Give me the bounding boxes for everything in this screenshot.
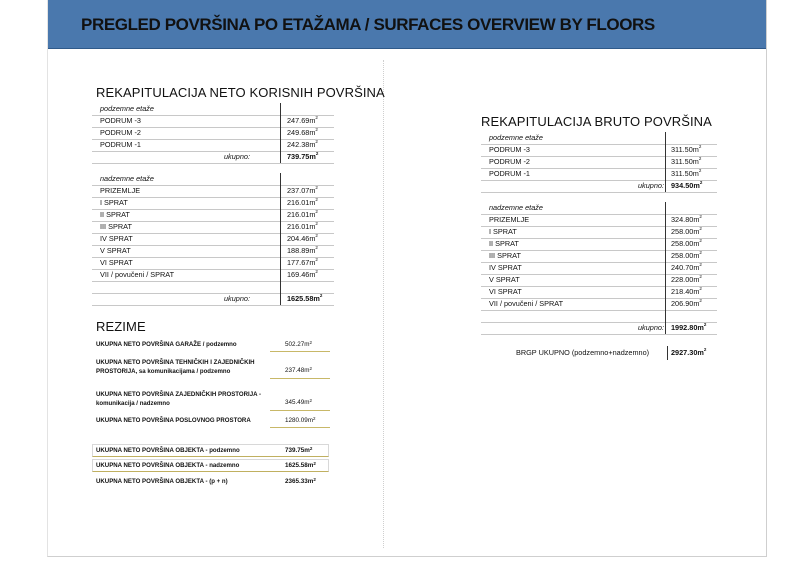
neto-row-label: V SPRAT [100, 246, 131, 255]
neto-value-divider [280, 103, 281, 163]
bruto-row-value: $228.00m^2$ [671, 274, 702, 284]
bruto-row-label: nadzemne etaže [489, 203, 543, 212]
bruto-row-label: II SPRAT [489, 239, 519, 248]
rezime-item-value: $345.49m^2$ [285, 398, 313, 406]
bruto-blank-row [481, 310, 717, 322]
bruto-row-value: $258.00m^2$ [671, 250, 702, 260]
neto-row [92, 197, 334, 209]
bruto-row-label: III SPRAT [489, 251, 521, 260]
neto-row [92, 257, 334, 269]
neto-section-title: REKAPITULACIJA NETO KORISNIH POVRŠINA [96, 85, 385, 100]
rezime-item-label: UKUPNA NETO POVRŠINA OBJEKTA - (p + n) [96, 478, 228, 485]
bruto-row [481, 226, 717, 238]
bruto-table [481, 132, 717, 338]
neto-total-value: $1625.58m^2$ [287, 293, 323, 303]
bruto-row-value: $218.40m^2$ [671, 286, 702, 296]
bruto-row [481, 274, 717, 286]
rezime-item-value: $237.48m^2$ [285, 366, 313, 374]
brgp-divider [667, 346, 668, 360]
bruto-total-value: $1992.80m^2$ [671, 322, 707, 332]
title-banner [48, 0, 766, 49]
rezime-item-underline [270, 427, 330, 428]
neto-above-header [92, 173, 334, 185]
bruto-under-header [481, 132, 717, 144]
bruto-row-value: $311.50m^2$ [671, 156, 702, 166]
neto-row-label: IV SPRAT [100, 234, 133, 243]
rezime-item-underline [270, 351, 330, 352]
bruto-total-label: ukupno: [638, 323, 664, 332]
rezime-item-value: $1625.58m^2$ [285, 461, 316, 469]
neto-row-label: podzemne etaže [100, 104, 154, 113]
bruto-row-value: $258.00m^2$ [671, 226, 702, 236]
neto-table [92, 103, 334, 309]
neto-row-value: $204.46m^2$ [287, 233, 318, 243]
neto-row-label: VII / povučeni / SPRAT [100, 270, 175, 279]
rezime-item-label: UKUPNA NETO POVRŠINA OBJEKTA - nadzemno [96, 462, 240, 469]
neto-total-label: ukupno: [224, 294, 250, 303]
page-title: PREGLED POVRŠINA PO ETAŽAMA / SURFACES OVERVIEW BY FLOORS [81, 15, 655, 34]
bruto-above-total [481, 322, 717, 334]
bruto-row-divider [481, 192, 717, 193]
bruto-under-total [481, 180, 717, 192]
rezime-item-box [92, 444, 329, 457]
rezime-section-title: REZIME [96, 319, 146, 334]
bruto-row [481, 144, 717, 156]
bruto-row-value: $206.90m^2$ [671, 298, 702, 308]
bruto-section-title: REKAPITULACIJA BRUTO POVRŠINA [481, 114, 712, 129]
neto-row-label: II SPRAT [100, 210, 130, 219]
neto-row [92, 127, 334, 139]
bruto-row-label: PODRUM -1 [489, 169, 530, 178]
neto-row-divider [92, 163, 334, 164]
neto-row-label: III SPRAT [100, 222, 132, 231]
neto-row-value: $216.01m^2$ [287, 221, 318, 231]
neto-row-value: $216.01m^2$ [287, 197, 318, 207]
bruto-above-header [481, 202, 717, 214]
column-separator [383, 60, 384, 548]
neto-row [92, 221, 334, 233]
neto-above-total [92, 293, 334, 305]
neto-row-label: PRIZEMLJE [100, 186, 141, 195]
neto-row [92, 115, 334, 127]
bruto-row-value: $258.00m^2$ [671, 238, 702, 248]
neto-row [92, 139, 334, 151]
bruto-row-label: PODRUM -2 [489, 157, 530, 166]
neto-row-label: PODRUM -1 [100, 140, 141, 149]
neto-under-header [92, 103, 334, 115]
neto-value-divider [280, 173, 281, 305]
bruto-row-label: PRIZEMLJE [489, 215, 530, 224]
neto-row [92, 185, 334, 197]
neto-row-label: nadzemne etaže [100, 174, 154, 183]
rezime-item-label: UKUPNA NETO POVRŠINA GARAŽE / podzemno [96, 341, 237, 348]
rezime-item-label: UKUPNA NETO POVRŠINA ZAJEDNIČKIH PROSTORIJA - komunikacija / nadzemno [96, 391, 262, 407]
neto-under-total [92, 151, 334, 163]
rezime-item-label: UKUPNA NETO POVRŠINA OBJEKTA - podzemno [96, 447, 240, 454]
bruto-row-label: VI SPRAT [489, 287, 522, 296]
neto-row-value: $177.67m^2$ [287, 257, 318, 267]
bruto-row-label: PODRUM -3 [489, 145, 530, 154]
rezime-item-value: $502.27m^2$ [285, 340, 313, 348]
bruto-row-value: $311.50m^2$ [671, 168, 702, 178]
neto-row-label: PODRUM -3 [100, 116, 141, 125]
brgp-total-value: $2927.30m^2$ [671, 347, 707, 357]
neto-row [92, 245, 334, 257]
bruto-row-label: podzemne etaže [489, 133, 543, 142]
rezime-item-box [92, 459, 329, 472]
bruto-row-divider [481, 334, 717, 335]
bruto-row-value: $324.80m^2$ [671, 214, 702, 224]
bruto-total-label: ukupno: [638, 181, 664, 190]
rezime-item-label: UKUPNA NETO POVRŠINA POSLOVNOG PROSTORA [96, 417, 251, 424]
rezime-item-underline [270, 378, 330, 379]
bruto-row [481, 250, 717, 262]
brgp-total-label: BRGP UKUPNO (podzemno+nadzemno) [516, 348, 650, 357]
bruto-row-value: $311.50m^2$ [671, 144, 702, 154]
bruto-row [481, 156, 717, 168]
neto-row [92, 269, 334, 281]
neto-row-value: $237.07m^2$ [287, 185, 318, 195]
neto-row-label: PODRUM -2 [100, 128, 141, 137]
bruto-value-divider [665, 202, 666, 334]
neto-row [92, 233, 334, 245]
neto-row-value: $216.01m^2$ [287, 209, 318, 219]
rezime-item-underline [270, 410, 330, 411]
bruto-row [481, 298, 717, 310]
bruto-row-label: I SPRAT [489, 227, 517, 236]
bruto-value-divider [665, 132, 666, 192]
bruto-row-label: IV SPRAT [489, 263, 522, 272]
bruto-row-value: $240.70m^2$ [671, 262, 702, 272]
bruto-row [481, 238, 717, 250]
neto-row-value: $242.38m^2$ [287, 139, 318, 149]
neto-total-label: ukupno: [224, 152, 250, 161]
bruto-row-label: V SPRAT [489, 275, 520, 284]
neto-row-value: $188.89m^2$ [287, 245, 318, 255]
neto-row [92, 209, 334, 221]
bruto-total-value: $934.50m^2$ [671, 180, 703, 190]
bruto-row [481, 262, 717, 274]
neto-row-label: VI SPRAT [100, 258, 133, 267]
rezime-item-value: $2365.33m^2$ [285, 477, 316, 485]
bruto-row [481, 214, 717, 226]
rezime-item-value: $739.75m^2$ [285, 446, 313, 454]
bruto-row [481, 286, 717, 298]
neto-row-label: I SPRAT [100, 198, 128, 207]
neto-row-value: $249.68m^2$ [287, 127, 318, 137]
neto-total-value: $739.75m^2$ [287, 151, 319, 161]
neto-row-divider [92, 305, 334, 306]
bruto-row [481, 168, 717, 180]
rezime-item-label: UKUPNA NETO POVRŠINA TEHNIČKIH I ZAJEDNIČKIH PROSTORIJA, sa komunikacijama / podzemno [96, 359, 255, 375]
neto-blank-row [92, 281, 334, 293]
neto-row-value: $247.69m^2$ [287, 115, 318, 125]
rezime-item-value: $1280.09m^2$ [285, 416, 316, 424]
brgp-total-row [516, 347, 716, 359]
neto-row-value: $169.46m^2$ [287, 269, 318, 279]
bruto-row-label: VII / povučeni / SPRAT [489, 299, 564, 308]
